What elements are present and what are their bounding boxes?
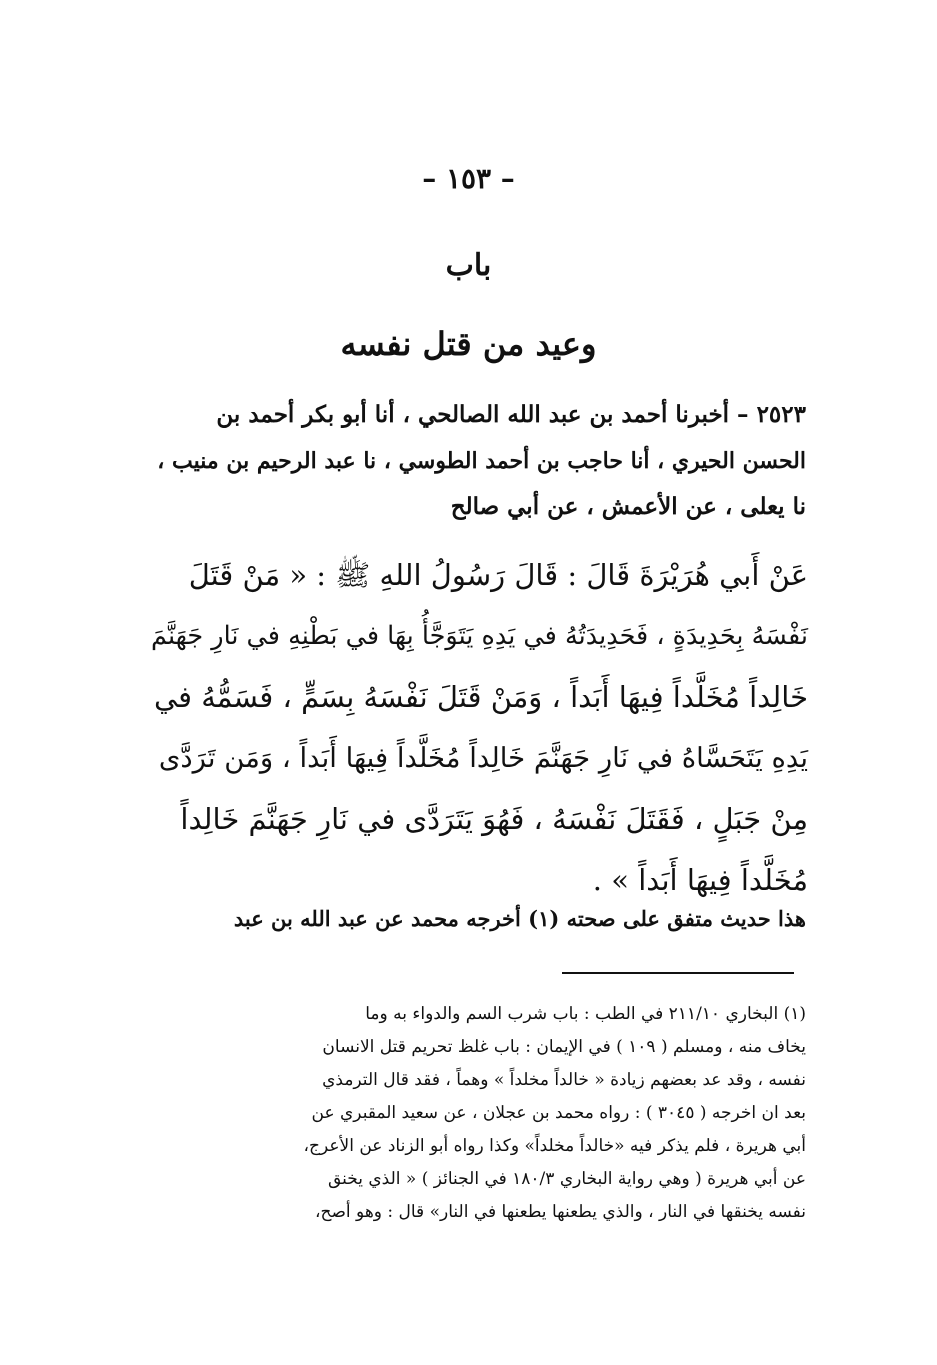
footnote-line: أبي هريرة ، فلم يذكر فيه «خالداً مخلداً» وكذا رواه أبو الزناد عن الأعرج، xyxy=(303,1136,806,1156)
hadith-commentary: هذا حديث متفق على صحته (١) أخرجه محمد عن عبد الله بن عبد xyxy=(233,906,806,931)
footnote-line: يخاف منه ، ومسلم ( ١٠٩ ) في الإيمان : باب غلظ تحريم قتل الانسان xyxy=(322,1037,806,1057)
isnad-line: الحسن الحيري ، أنا حاجب بن أحمد الطوسي ، نا عبد الرحيم بن منيب ، xyxy=(157,448,806,474)
hadith-text xyxy=(150,545,808,911)
footnote-line: نفسه يخنقها في النار ، والذي يطعنها يطعنها في النار» قال : وهو أصح، xyxy=(315,1202,806,1222)
footnote-line: (١) البخاري ٢١١/١٠ في الطب : باب شرب السم والدواء به وما xyxy=(365,1004,806,1024)
footnote-line: عن أبي هريرة ( وهي رواية البخاري ١٨٠/٣ في الجنائز ) « الذي يخنق xyxy=(327,1169,806,1189)
hadith-text-line: خَالِداً مُخَلَّداً فِيهَا أَبَداً ، وَمَنْ قَتَلَ نَفْسَهُ بِسَمٍّ ، فَسَمُّهُ في xyxy=(153,680,808,714)
hadith-text-line: عَنْ أَبي هُرَيْرَةَ قَالَ : قَالَ رَسُولُ اللهِ ﷺ : « مَنْ قَتَلَ xyxy=(188,558,808,592)
hadith-text-line: يَدِهِ يَتَحَسَّاهُ في نَارِ جَهَنَّمَ خَالِداً مُخَلَّداً فِيهَا أَبَداً ، وَمَن تَرَدَّى xyxy=(158,742,808,774)
chapter-title: وعيد من قتل نفسه xyxy=(340,325,597,363)
isnad-line: ٢٥٢٣ – أخبرنا أحمد بن عبد الله الصالحي ، أنا أبو بكر أحمد بن xyxy=(216,401,806,428)
isnad-line: نا يعلى ، عن الأعمش ، عن أبي صالح xyxy=(450,493,806,520)
hadith-text-line: نَفْسَهُ بِحَدِيدَةٍ ، فَحَدِيدَتُهُ في يَدِهِ يَتَوَجَّأُ بِهَا في بَطْنِهِ في نَارِ جَهَنَّمَ xyxy=(150,621,808,651)
page-number: – ١٥٣ – xyxy=(422,162,515,195)
hadith-isnad xyxy=(158,392,806,530)
hadith-text-line: مِنْ جَبَلٍ ، فَقَتَلَ نَفْسَهُ ، فَهُوَ يَتَرَدَّى في نَارِ جَهَنَّمَ خَالِداً xyxy=(180,802,808,836)
footnote-line: بعد ان اخرجه ( ٣٠٤٥ ) : رواه محمد بن عجلان ، عن سعيد المقبري عن xyxy=(311,1103,806,1123)
chapter-label: باب xyxy=(445,248,492,283)
footnote-divider xyxy=(562,972,794,974)
footnote-line: نفسه ، وقد عد بعضهم زيادة « خالداً مخلداً » وهماً ، فقد قال الترمذي xyxy=(322,1070,806,1090)
hadith-text-line: مُخَلَّداً فِيهَا أَبَداً » . xyxy=(592,863,808,897)
footnotes xyxy=(158,998,806,1229)
